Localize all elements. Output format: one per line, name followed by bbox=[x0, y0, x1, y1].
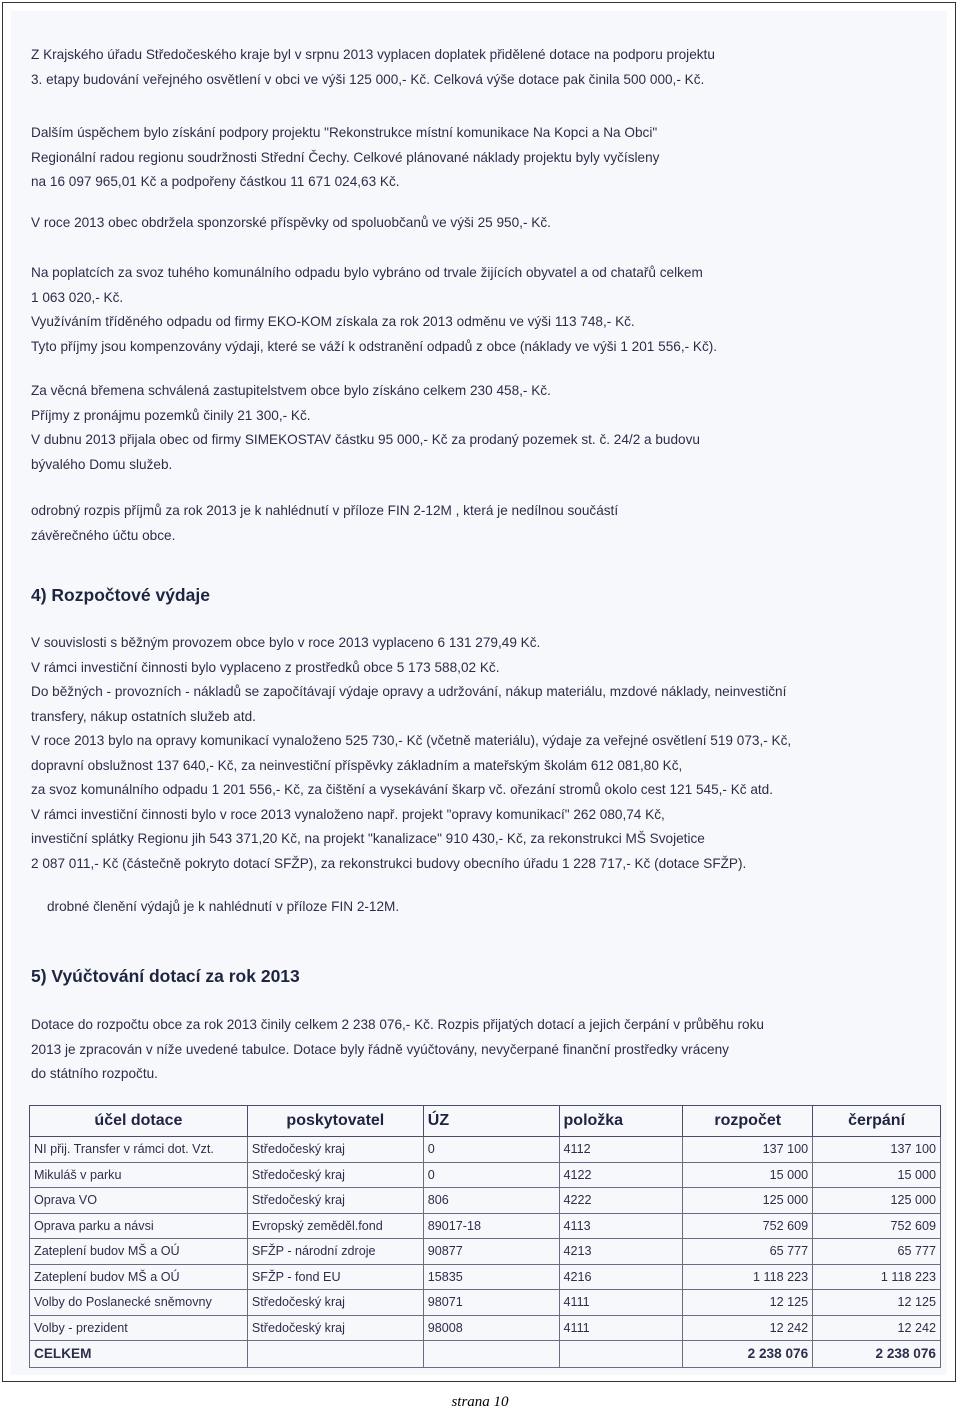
table-row bbox=[30, 1290, 941, 1316]
text-line: Dalším úspěchem bylo získání podpory projektu "Rekonstrukce místní komunikace Na Kopci a Na Obci" bbox=[31, 125, 658, 140]
cell-drawn: 752 609 bbox=[813, 1213, 941, 1239]
text-line: V rámci investiční činnosti bylo vyplaceno z prostředků obce 5 173 588,02 Kč. bbox=[31, 659, 500, 675]
text-line: 2013 je zpracován v níže uvedené tabulce. Dotace byly řádně vyúčtovány, nevyčerpané finanční prostředky vráceny bbox=[31, 1041, 729, 1057]
text-line: 1 063 020,- Kč. bbox=[31, 289, 124, 305]
text-line: V rámci investiční činnosti bylo v roce 2013 vynaloženo např. projekt "opravy komunikací" 262 080,74 Kč, bbox=[31, 806, 665, 822]
cell-purpose: NI přij. Transfer v rámci dot. Vzt. bbox=[30, 1137, 248, 1163]
cell-budget: 65 777 bbox=[683, 1239, 813, 1265]
cell-purpose: Volby do Poslanecké sněmovny bbox=[30, 1290, 248, 1316]
cell-budget: 12 242 bbox=[683, 1315, 813, 1341]
table-row bbox=[30, 1137, 941, 1163]
cell-budget: 137 100 bbox=[683, 1137, 813, 1163]
text-line: 2 087 011,- Kč (částečně pokryto dotací SFŽP), za rekonstrukci budovy obecního úřadu 1 228 717,- Kč (dotace SFŽP). bbox=[31, 855, 747, 871]
cell-purpose: Volby - prezident bbox=[30, 1315, 248, 1341]
scanned-page bbox=[11, 11, 947, 1375]
cell-item: 4213 bbox=[559, 1239, 683, 1265]
text-line: Příjmy z pronájmu pozemků činily 21 300,- Kč. bbox=[31, 407, 311, 423]
cell-provider: Středočeský kraj bbox=[247, 1137, 423, 1163]
cell-uz: 98008 bbox=[423, 1315, 559, 1341]
section-heading-budget-expenses: 4) Rozpočtové výdaje bbox=[31, 585, 210, 605]
text-line: 3. etapy budování veřejného osvětlení v obci ve výši 125 000,- Kč. Celková výše dotace pak činila 500 000,- Kč. bbox=[31, 71, 705, 87]
cell-total-empty bbox=[247, 1341, 423, 1368]
cell-budget: 125 000 bbox=[683, 1188, 813, 1214]
cell-provider: Středočeský kraj bbox=[247, 1162, 423, 1188]
text-line: V roce 2013 bylo na opravy komunikací vynaloženo 525 730,- Kč (včetně materiálu), výdaje za veřejné osvětlení 519 073,- Kč, bbox=[31, 733, 792, 748]
text-line: Dotace do rozpočtu obce za rok 2013 činily celkem 2 238 076,- Kč. Rozpis přijatých dotací a jejich čerpání v průběhu roku bbox=[31, 1017, 764, 1032]
column-header-purpose: účel dotace bbox=[30, 1106, 248, 1137]
cell-purpose: Mikuláš v parku bbox=[30, 1162, 248, 1188]
cell-drawn: 1 118 223 bbox=[813, 1264, 941, 1290]
text-line: Využíváním tříděného odpadu od firmy EKO-KOM získala za rok 2013 odměnu ve výši 113 748,- Kč. bbox=[31, 314, 635, 329]
text-line: drobné členění výdajů je k nahlédnutí v příloze FIN 2-12M. bbox=[47, 899, 400, 914]
cell-item: 4122 bbox=[559, 1162, 683, 1188]
cell-provider: Středočeský kraj bbox=[247, 1290, 423, 1316]
text-line: transfery, nákup ostatních služeb atd. bbox=[31, 708, 256, 724]
cell-uz: 90877 bbox=[423, 1239, 559, 1265]
cell-budget: 12 125 bbox=[683, 1290, 813, 1316]
paragraph-road-reconstruction bbox=[31, 121, 931, 195]
cell-uz: 0 bbox=[423, 1162, 559, 1188]
cell-uz: 806 bbox=[423, 1188, 559, 1214]
text-line: Regionální radou regionu soudržnosti Střední Čechy. Celkové plánované náklady projektu byly vyčísleny bbox=[31, 149, 660, 165]
page-frame bbox=[2, 2, 956, 1382]
text-line: Na poplatcích za svoz tuhého komunálního odpadu bylo vybráno od trvale žijících obyvatel a od chatařů celkem bbox=[31, 265, 703, 280]
table-row bbox=[30, 1213, 941, 1239]
cell-uz: 98071 bbox=[423, 1290, 559, 1316]
text-line: závěrečného účtu obce. bbox=[31, 527, 176, 543]
column-header-provider: poskytovatel bbox=[247, 1106, 423, 1137]
text-line: Tyto příjmy jsou kompenzovány výdaji, které se váží k odstranění odpadů z obce (náklady ve výši 1 201 556,- Kč). bbox=[31, 338, 718, 354]
cell-item: 4113 bbox=[559, 1213, 683, 1239]
cell-provider: Středočeský kraj bbox=[247, 1315, 423, 1341]
text-line: investiční splátky Regionu jih 543 371,20 Kč, na projekt "kanalizace" 910 430,- Kč, za rekonstrukci MŠ Svojetice bbox=[31, 831, 705, 846]
table-row bbox=[30, 1162, 941, 1188]
cell-drawn: 65 777 bbox=[813, 1239, 941, 1265]
cell-budget: 15 000 bbox=[683, 1162, 813, 1188]
table-row bbox=[30, 1264, 941, 1290]
table-row bbox=[30, 1315, 941, 1341]
paragraph-other-income bbox=[31, 379, 931, 477]
table-total-row bbox=[30, 1341, 941, 1368]
paragraph-sponsorship bbox=[31, 211, 931, 236]
cell-drawn: 125 000 bbox=[813, 1188, 941, 1214]
paragraph-expense-breakdown-note bbox=[47, 895, 947, 920]
text-line: V roce 2013 obec obdržela sponzorské příspěvky od spoluobčanů ve výši 25 950,- Kč. bbox=[31, 215, 551, 230]
cell-uz: 0 bbox=[423, 1137, 559, 1163]
column-header-drawn: čerpání bbox=[813, 1106, 941, 1137]
text-line: za svoz komunálního odpadu 1 201 556,- Kč, za čištění a vysekávání škarp vč. ořezání stromů okolo cest 121 545,- Kč atd. bbox=[31, 782, 774, 797]
paragraph-expenses bbox=[31, 631, 931, 876]
text-line: na 16 097 965,01 Kč a podpořeny částkou 11 671 024,63 Kč. bbox=[31, 174, 400, 189]
page-number: strana 10 bbox=[451, 1394, 509, 1410]
cell-total-budget: 2 238 076 bbox=[683, 1341, 813, 1368]
column-header-uz: ÚZ bbox=[423, 1106, 559, 1137]
cell-provider: Evropský zeměděl.fond bbox=[247, 1213, 423, 1239]
cell-item: 4111 bbox=[559, 1290, 683, 1316]
text-line: V dubnu 2013 přijala obec od firmy SIMEKOSTAV částku 95 000,- Kč za prodaný pozemek st. č. 24/2 a budovu bbox=[31, 432, 700, 447]
text-line: odrobný rozpis příjmů za rok 2013 je k nahlédnutí v příloze FIN 2-12M , která je nedílnou součástí bbox=[31, 503, 619, 518]
text-line: Do běžných - provozních - nákladů se započítávají výdaje opravy a udržování, nákup materiálu, mzdové náklady, neinvestiční bbox=[31, 684, 787, 699]
cell-total-drawn: 2 238 076 bbox=[813, 1341, 941, 1368]
cell-uz: 15835 bbox=[423, 1264, 559, 1290]
cell-item: 4222 bbox=[559, 1188, 683, 1214]
cell-purpose: Zateplení budov MŠ a OÚ bbox=[30, 1239, 248, 1265]
table-row bbox=[30, 1239, 941, 1265]
cell-purpose: Zateplení budov MŠ a OÚ bbox=[30, 1264, 248, 1290]
paragraph-grants-summary bbox=[31, 1013, 931, 1087]
cell-budget: 752 609 bbox=[683, 1213, 813, 1239]
text-line: Z Krajského úřadu Středočeského kraje byl v srpnu 2013 vyplacen doplatek přidělené dotace na podporu projektu bbox=[31, 47, 715, 62]
cell-drawn: 137 100 bbox=[813, 1137, 941, 1163]
cell-uz: 89017-18 bbox=[423, 1213, 559, 1239]
cell-item: 4111 bbox=[559, 1315, 683, 1341]
paragraph-grant-street-lighting bbox=[31, 43, 931, 92]
text-line: do státního rozpočtu. bbox=[31, 1066, 158, 1081]
cell-provider: Středočeský kraj bbox=[247, 1188, 423, 1214]
cell-item: 4112 bbox=[559, 1137, 683, 1163]
cell-drawn: 12 125 bbox=[813, 1290, 941, 1316]
table-row bbox=[30, 1188, 941, 1214]
cell-total-empty bbox=[423, 1341, 559, 1368]
cell-purpose: Oprava VO bbox=[30, 1188, 248, 1214]
table-header-row bbox=[30, 1106, 941, 1137]
cell-total-empty bbox=[559, 1341, 683, 1368]
cell-purpose: Oprava parku a návsi bbox=[30, 1213, 248, 1239]
grants-table bbox=[29, 1105, 941, 1368]
text-line: V souvislosti s běžným provozem obce bylo v roce 2013 vyplaceno 6 131 279,49 Kč. bbox=[31, 635, 541, 650]
cell-total-label: CELKEM bbox=[30, 1341, 248, 1368]
cell-provider: SFŽP - národní zdroje bbox=[247, 1239, 423, 1265]
text-line: bývalého Domu služeb. bbox=[31, 456, 173, 472]
column-header-budget: rozpočet bbox=[683, 1106, 813, 1137]
cell-drawn: 12 242 bbox=[813, 1315, 941, 1341]
column-header-item: položka bbox=[559, 1106, 683, 1137]
paragraph-income-breakdown-note bbox=[31, 499, 931, 548]
text-line: dopravní obslužnost 137 640,- Kč, za neinvestiční příspěvky základním a mateřským školám 612 081,80 Kč, bbox=[31, 757, 683, 773]
text-line: Za věcná břemena schválená zastupitelstvem obce bylo získáno celkem 230 458,- Kč. bbox=[31, 383, 551, 398]
cell-budget: 1 118 223 bbox=[683, 1264, 813, 1290]
cell-drawn: 15 000 bbox=[813, 1162, 941, 1188]
paragraph-waste-fees bbox=[31, 261, 931, 359]
cell-item: 4216 bbox=[559, 1264, 683, 1290]
cell-provider: SFŽP - fond EU bbox=[247, 1264, 423, 1290]
section-heading-grant-settlement: 5) Vyúčtování dotací za rok 2013 bbox=[31, 966, 300, 986]
